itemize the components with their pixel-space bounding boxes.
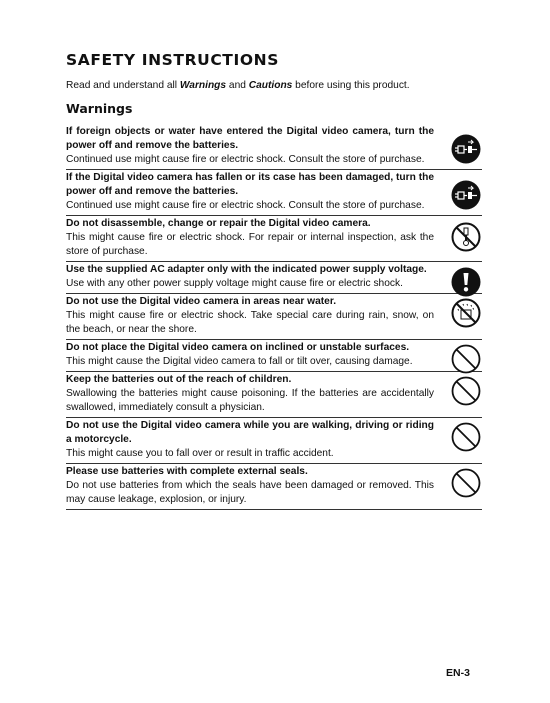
warning-item [66,262,482,294]
warning-body: Continued use might cause fire or electric shock. Consult the store of purchase. [66,154,425,165]
warning-item [66,372,482,418]
intro-part: and [226,80,249,91]
warning-heading: Do not disassemble, change or repair the Digital video camera. [66,218,371,229]
warning-body: Swallowing the batteries might cause poisoning. If the batteries are accidentally swallowed, immediately consult a physician. [66,388,434,413]
warning-heading: Use the supplied AC adapter only with the indicated power supply voltage. [66,264,427,275]
warning-item [66,170,482,216]
no-water-icon [451,298,481,328]
warning-text [66,341,434,369]
unplug-icon [451,180,481,210]
warning-heading: Do not use the Digital video camera while you are walking, driving or riding a motorcycle. [66,420,434,445]
warning-body: This might cause the Digital video camera to fall or tilt over, causing damage. [66,356,413,367]
prohibited-icon [451,422,481,452]
warning-item [66,340,482,372]
intro-cautions-word: Cautions [248,80,293,91]
warning-heading: If foreign objects or water have entered the Digital video camera, turn the power off and remove the batteries. [66,126,434,151]
prohibited-icon [451,468,481,498]
intro-warnings-word: Warnings [179,80,227,91]
warning-body: This might cause you to fall over or result in traffic accident. [66,448,334,459]
page-title: SAFETY INSTRUCTIONS [66,51,279,69]
warning-heading: If the Digital video camera has fallen or its case has been damaged, turn the power off and remove the batteries. [66,172,434,197]
warning-body: Do not use batteries from which the seals have been damaged or removed. This may cause leakage, explosion, or injury. [66,480,434,505]
warning-item [66,294,482,340]
warning-body: Continued use might cause fire or electric shock. Consult the store of purchase. [66,200,425,211]
warnings-list [66,124,482,510]
unplug-icon [451,134,481,164]
section-title-warnings: Warnings [66,101,133,116]
warning-item [66,418,482,464]
warning-item [66,464,482,510]
warning-text [66,263,434,291]
warning-item [66,124,482,170]
warning-text [66,465,434,507]
warning-heading: Do not place the Digital video camera on inclined or unstable surfaces. [66,342,410,353]
intro-part: before using this product. [292,80,410,91]
warning-body: Use with any other power supply voltage might cause fire or electric shock. [66,278,403,289]
warning-item [66,216,482,262]
warning-text [66,171,434,213]
page-number: EN-3 [446,667,470,679]
warning-heading: Do not use the Digital video camera in areas near water. [66,296,337,307]
warning-text [66,295,434,337]
exclamation-icon [451,267,481,297]
warning-body: This might cause fire or electric shock. For repair or internal inspection, ask the store of purchase. [66,232,434,257]
warning-text [66,373,434,415]
prohibited-icon [451,344,481,374]
warning-text [66,217,434,259]
warning-heading: Keep the batteries out of the reach of children. [66,374,292,385]
warning-text [66,125,434,167]
warning-body: This might cause fire or electric shock. Take special care during rain, snow, on the beach, or near the shore. [66,310,434,335]
warning-text [66,419,434,461]
no-disassembly-icon [451,222,481,252]
prohibited-icon [451,376,481,406]
warning-heading: Please use batteries with complete external seals. [66,466,308,477]
intro-text [66,80,410,91]
intro-part: Read and understand all [66,80,180,91]
